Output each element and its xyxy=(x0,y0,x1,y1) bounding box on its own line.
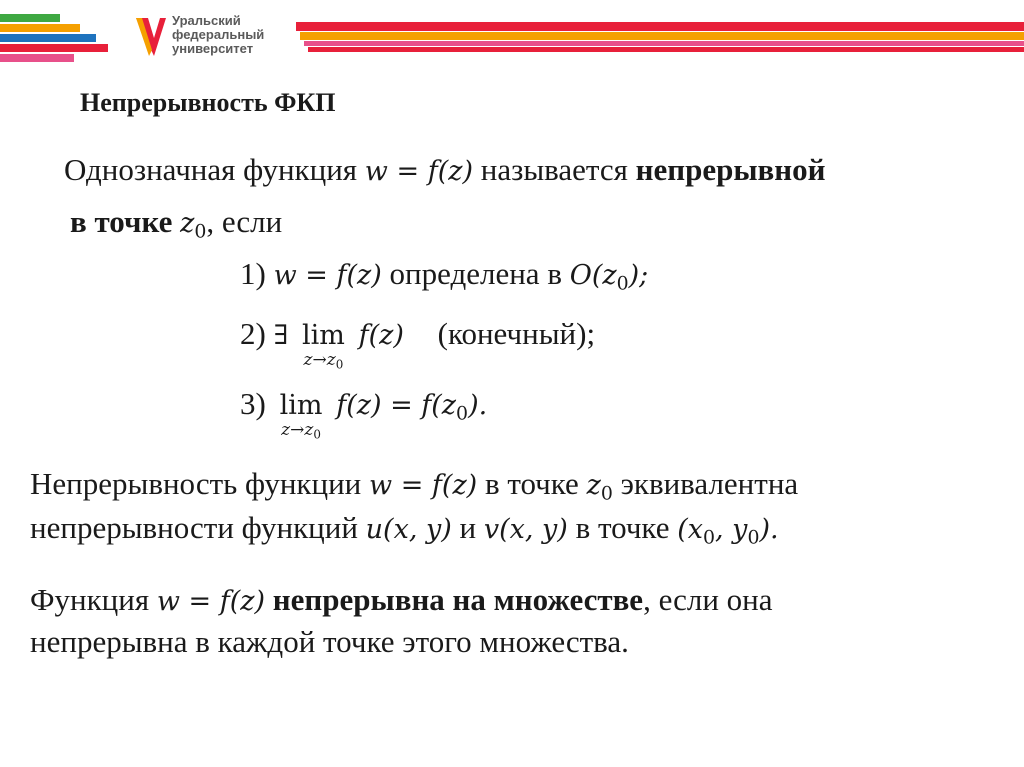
header-stripes-left xyxy=(0,14,112,64)
logo-line-2: федеральный xyxy=(172,27,265,42)
set-definition-line-1: Функция w = f(z) непрерывна на множестве, если она xyxy=(30,582,773,617)
logo-line-1: Уральский xyxy=(172,13,241,28)
slide-title: Непрерывность ФКП xyxy=(80,88,336,117)
definition-line-2: в точке $z_0$, если xyxy=(70,204,283,243)
limit-expression: lim $z\to z_0$ xyxy=(301,320,345,372)
equivalence-line-1: Непрерывность функции w = f(z) в точке $z_0$ эквивалентна xyxy=(30,466,799,505)
condition-3: 3) lim $z\to z_0$ $f(z) = f(z_0)$. xyxy=(240,386,488,442)
university-logo xyxy=(134,12,284,62)
logo-line-3: университет xyxy=(172,41,254,56)
condition-2: 2) ∃ lim $z\to z_0$ f(z) (конечный); xyxy=(240,316,596,372)
set-definition-line-2: непрерывна в каждой точке этого множества. xyxy=(30,624,629,659)
condition-1: 1) w = f(z) определена в $O(z_0)$; xyxy=(240,256,649,295)
equivalence-line-2: непрерывности функций u(x, y) и v(x, y) в точке ($x_0$, $y_0$). xyxy=(30,510,779,549)
limit-expression: lim $z\to z_0$ xyxy=(279,390,323,442)
ural-logo-icon xyxy=(134,16,168,60)
header-stripes-right xyxy=(296,22,1024,62)
definition-line-1: Однозначная функция w = f(z) называется непрерывной xyxy=(64,152,826,187)
